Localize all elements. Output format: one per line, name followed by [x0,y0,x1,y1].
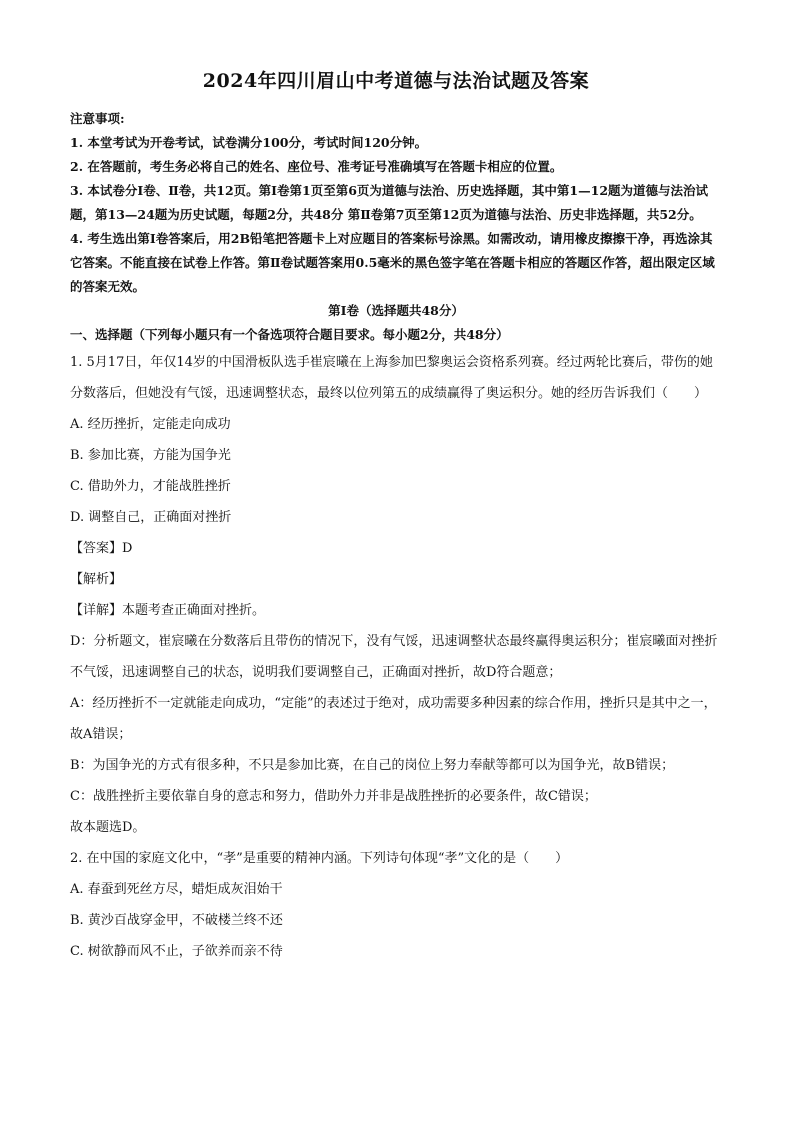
section-subtitle: 一、选择题（下列每小题只有一个备选项符合题目要求。每小题2分，共48分） [70,327,509,342]
analysis-label: 【解析】 [70,572,123,587]
detail-label: 【详解】本题考查正确面对挫折。 [70,603,266,618]
option-a: A. 春蚕到死丝方尽，蜡炬成灰泪始干 [70,882,283,897]
note-item: 3. 本试卷分Ⅰ卷、Ⅱ卷，共12页。第Ⅰ卷第1页至第6页为道德与法治、历史选择题，其中第1—12题为道德与法治试题，第13—24题为历史试题，每题2分，共48分 第Ⅱ卷第7页至第12页为道德与法治、历史非选择题，共52分。 [70,183,709,222]
explanation-b: B：为国争光的方式有很多种，不只是参加比赛，在自己的岗位上努力奉献等都可以为国争光，故B错误； [70,758,675,773]
exam-notes [70,107,722,299]
option-b: B. 黄沙百战穿金甲，不破楼兰终不还 [70,913,283,928]
option-d: D. 调整自己，正确面对挫折 [70,510,232,525]
explanation-d: D：分析题文，崔宸曦在分数落后且带伤的情况下，没有气馁，迅速调整状态最终赢得奥运积分；崔宸曦面对挫折不气馁，迅速调整自己的状态，说明我们要调整自己，正确面对挫折，故D符合题意； [70,634,718,680]
document-page [70,66,722,967]
notes-heading: 注意事项: [70,111,125,126]
explanation-c: C：战胜挫折主要依靠自身的意志和努力，借助外力并非是战胜挫折的必要条件，故C错误； [70,789,597,804]
answer-label: 【答案】D [70,541,133,556]
note-item: 2. 在答题前，考生务必将自己的姓名、座位号、准考证号准确填写在答题卡相应的位置。 [70,159,563,174]
section-title: 第Ⅰ卷（选择题共48分） [328,303,464,318]
option-b: B. 参加比赛，方能为国争光 [70,448,231,463]
note-item: 1. 本堂考试为开卷考试，试卷满分100分，考试时间120分钟。 [70,135,428,150]
explanation-a: A：经历挫折不一定就能走向成功，“定能”的表述过于绝对，成功需要多种因素的综合作用，挫折只是其中之一，故A错误； [70,696,717,742]
option-a: A. 经历挫折，定能走向成功 [70,417,231,432]
question-stem: 1. 5月17日，年仅14岁的中国滑板队选手崔宸曦在上海参加巴黎奥运会资格系列赛。经过两轮比赛后，带伤的她分数落后，但她没有气馁，迅速调整状态，最终以位列第五的成绩赢得了奥运积分。她的经历告诉我们（ ） [70,355,713,401]
conclusion: 故本题选D。 [70,820,146,835]
note-item: 4. 考生选出第Ⅰ卷答案后，用2B铅笔把答题卡上对应题目的答案标号涂黑。如需改动，请用橡皮擦擦干净，再选涂其它答案。不能直接在试卷上作答。第Ⅱ卷试题答案用0.5毫米的黑色签字笔在答题卡相应的答题区作答，超出限定区域的答案无效。 [70,231,715,294]
question-stem: 2. 在中国的家庭文化中，“孝”是重要的精神内涵。下列诗句体现“孝”文化的是（ ） [70,851,569,866]
option-c: C. 树欲静而风不止，子欲养而亲不待 [70,944,283,959]
question-2 [70,843,722,967]
question-1 [70,347,722,843]
document-title: 2024年四川眉山中考道德与法治试题及答案 [202,70,590,92]
option-c: C. 借助外力，才能战胜挫折 [70,479,231,494]
